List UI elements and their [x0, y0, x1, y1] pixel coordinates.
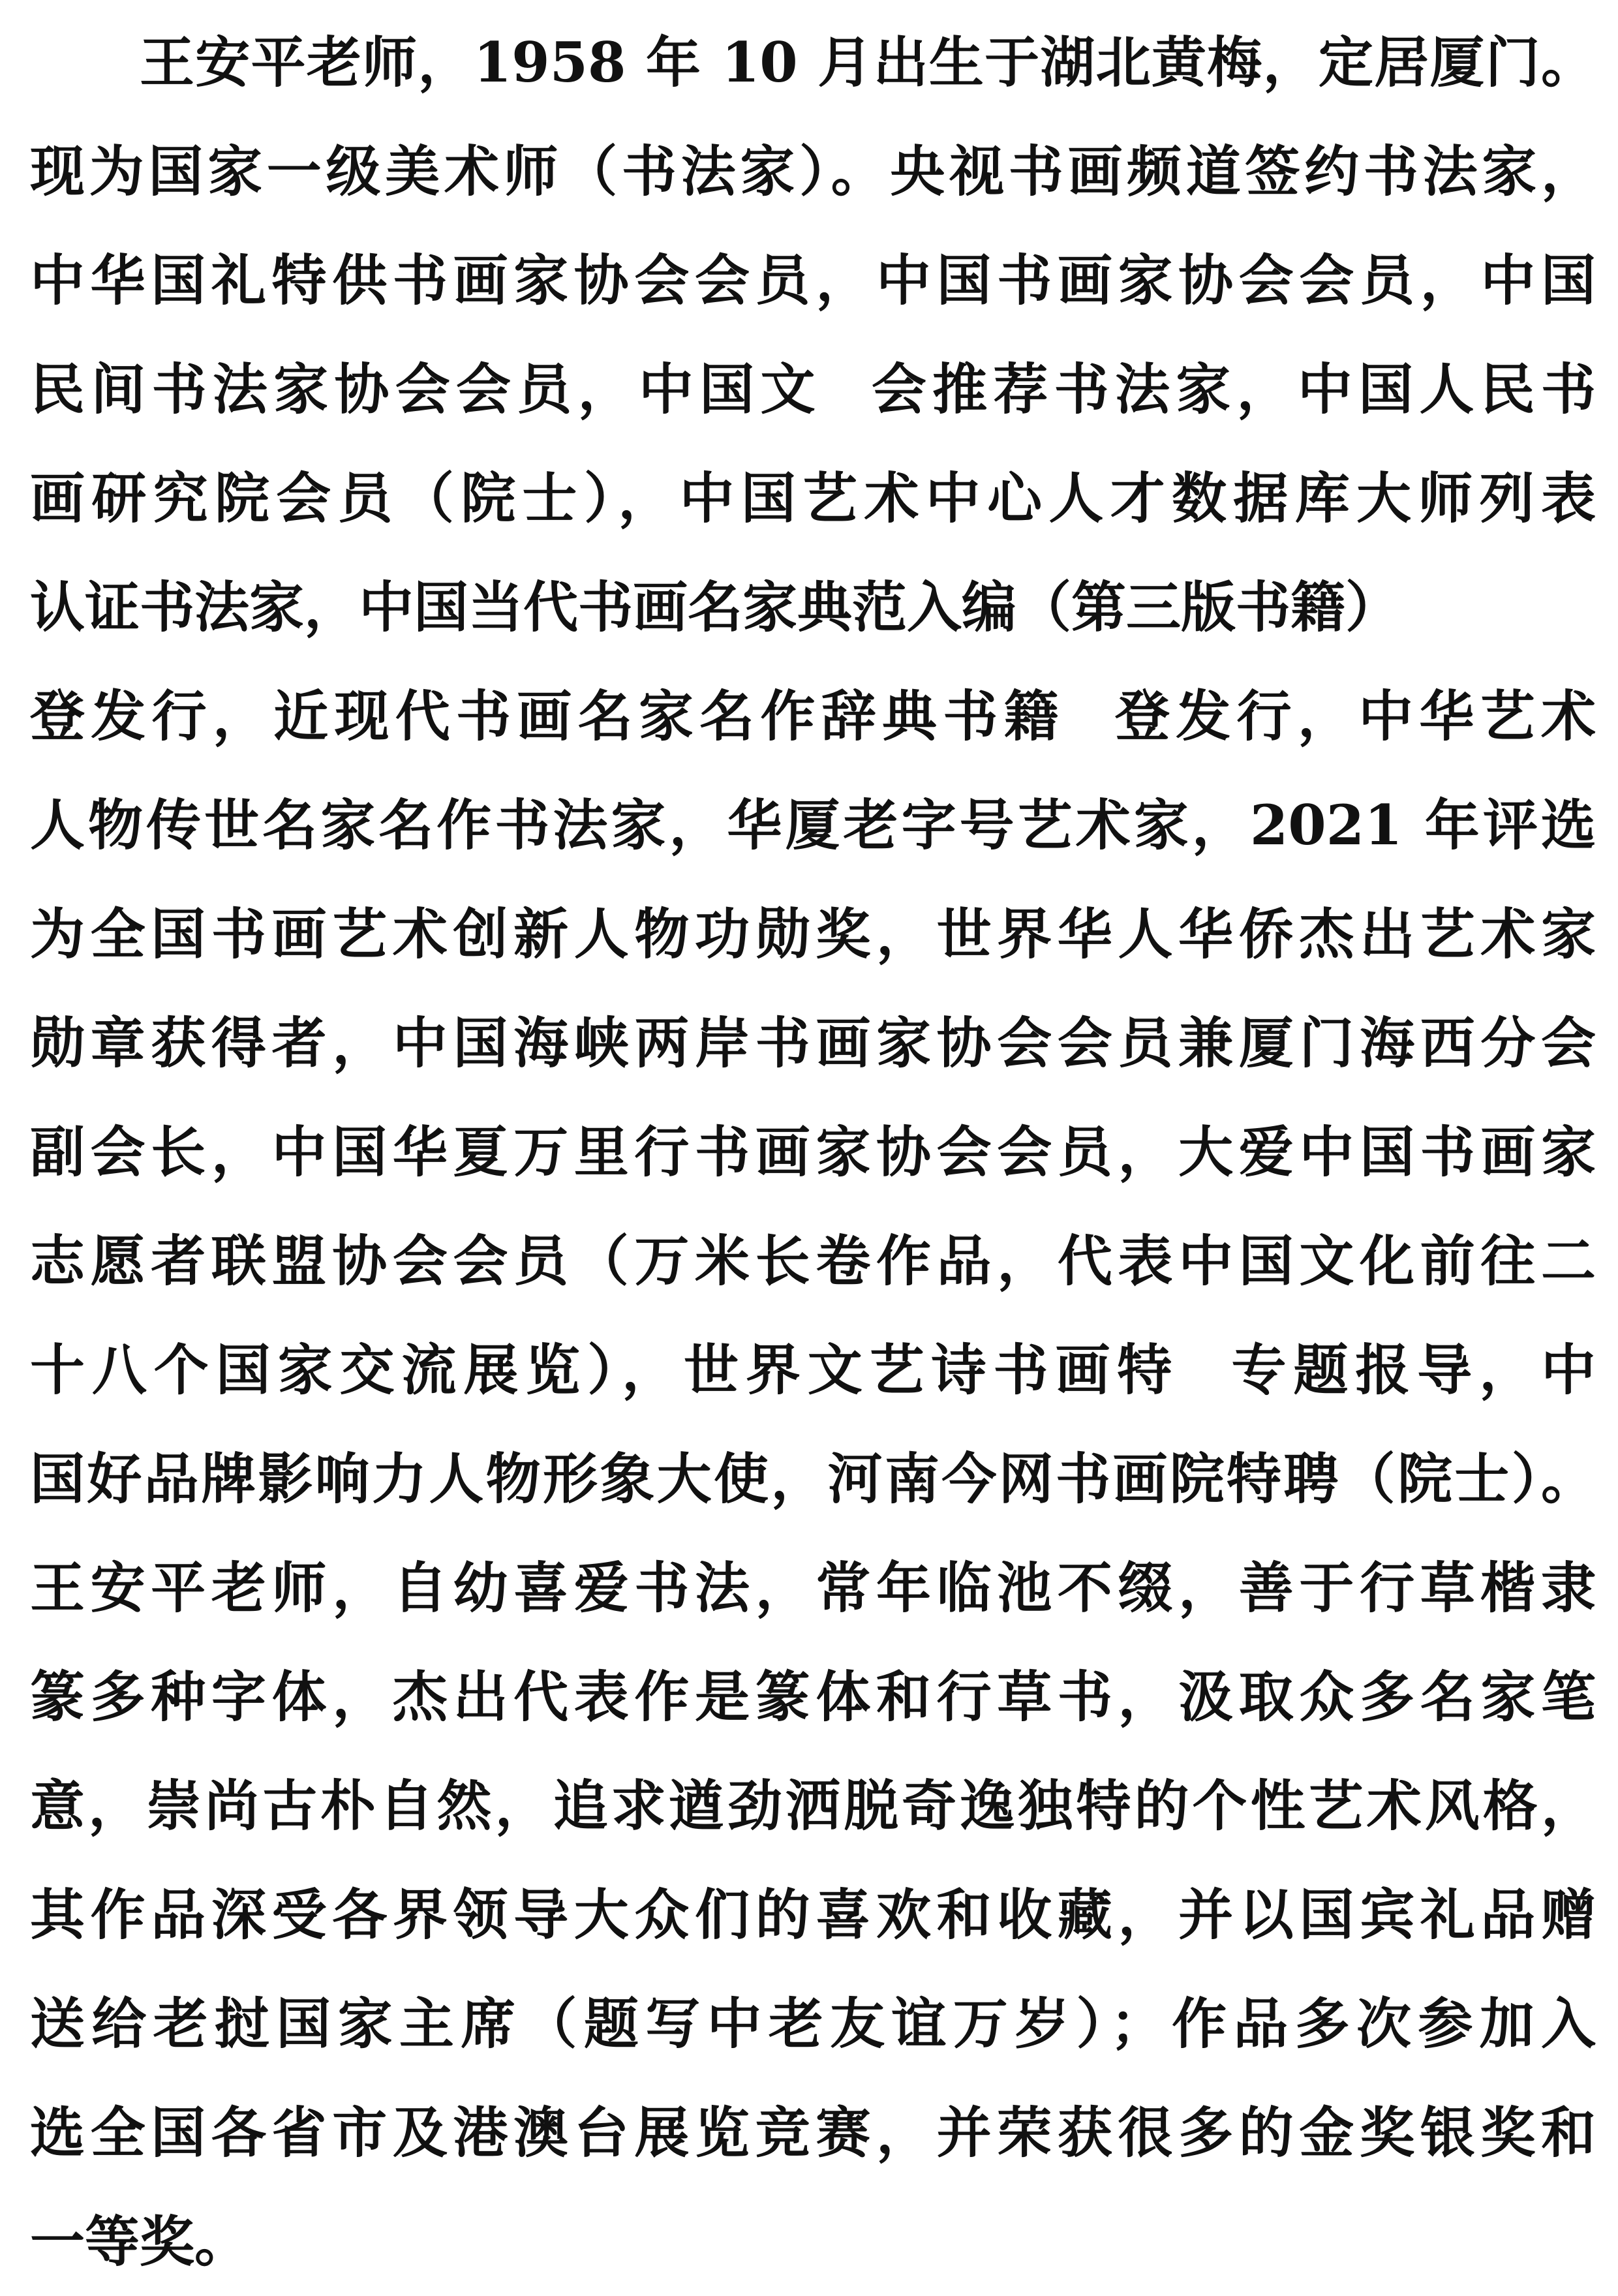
text-line: 篆多种字体，杰出代表作是篆体和行草书，汲取众多名家笔 [30, 1664, 1596, 1729]
text-line: 画研究院会员（院士），中国艺术中心人才数据库大师列表 [30, 466, 1596, 530]
text-line: 十八个国家交流展览），世界文艺诗书画特 专题报导，中 [30, 1338, 1596, 1402]
text-line: 一等奖。 [30, 2209, 250, 2274]
text-line: 人物传世名家名作书法家，华厦老字号艺术家，2021 年评选 [30, 793, 1596, 857]
text-line: 国好品牌影响力人物形象大使，河南今网书画院特聘（院士）。 [30, 1446, 1596, 1511]
text-line: 勋章获得者，中国海峡两岸书画家协会会员兼厦门海西分会 [30, 1011, 1596, 1075]
text-line: 登发行，近现代书画名家名作辞典书籍 登发行，中华艺术 [30, 684, 1596, 748]
text-line: 为全国书画艺术创新人物功勋奖，世界华人华侨杰出艺术家 [30, 902, 1596, 966]
text-line: 其作品深受各界领导大众们的喜欢和收藏，并以国宾礼品赠 [30, 1882, 1596, 1947]
text-line: 认证书法家，中国当代书画名家典范入编（第三版书籍） [30, 575, 1401, 639]
text-line: 民间书法家协会会员，中国文 会推荐书法家，中国人民书 [30, 357, 1596, 421]
text-line: 王安平老师，1958 年 10 月出生于湖北黄梅，定居厦门。 [140, 30, 1596, 95]
text-line: 中华国礼特供书画家协会会员，中国书画家协会会员，中国 [30, 248, 1596, 313]
text-line: 现为国家一级美术师（书法家）。央视书画频道签约书法家， [30, 139, 1596, 204]
text-line: 副会长，中国华夏万里行书画家协会会员，大爱中国书画家 [30, 1120, 1596, 1184]
biography-text [30, 8, 1596, 2296]
text-line: 王安平老师，自幼喜爱书法，常年临池不缀，善于行草楷隶 [30, 1555, 1596, 1620]
text-line: 意，崇尚古朴自然，追求遒劲洒脱奇逸独特的个性艺术风格， [30, 1773, 1596, 1838]
text-line: 送给老挝国家主席（题写中老友谊万岁）；作品多次参加入 [30, 1991, 1596, 2056]
text-line: 选全国各省市及港澳台展览竞赛，并荣获很多的金奖银奖和 [30, 2100, 1596, 2165]
text-line: 志愿者联盟协会会员（万米长卷作品，代表中国文化前往二 [30, 1229, 1596, 1293]
